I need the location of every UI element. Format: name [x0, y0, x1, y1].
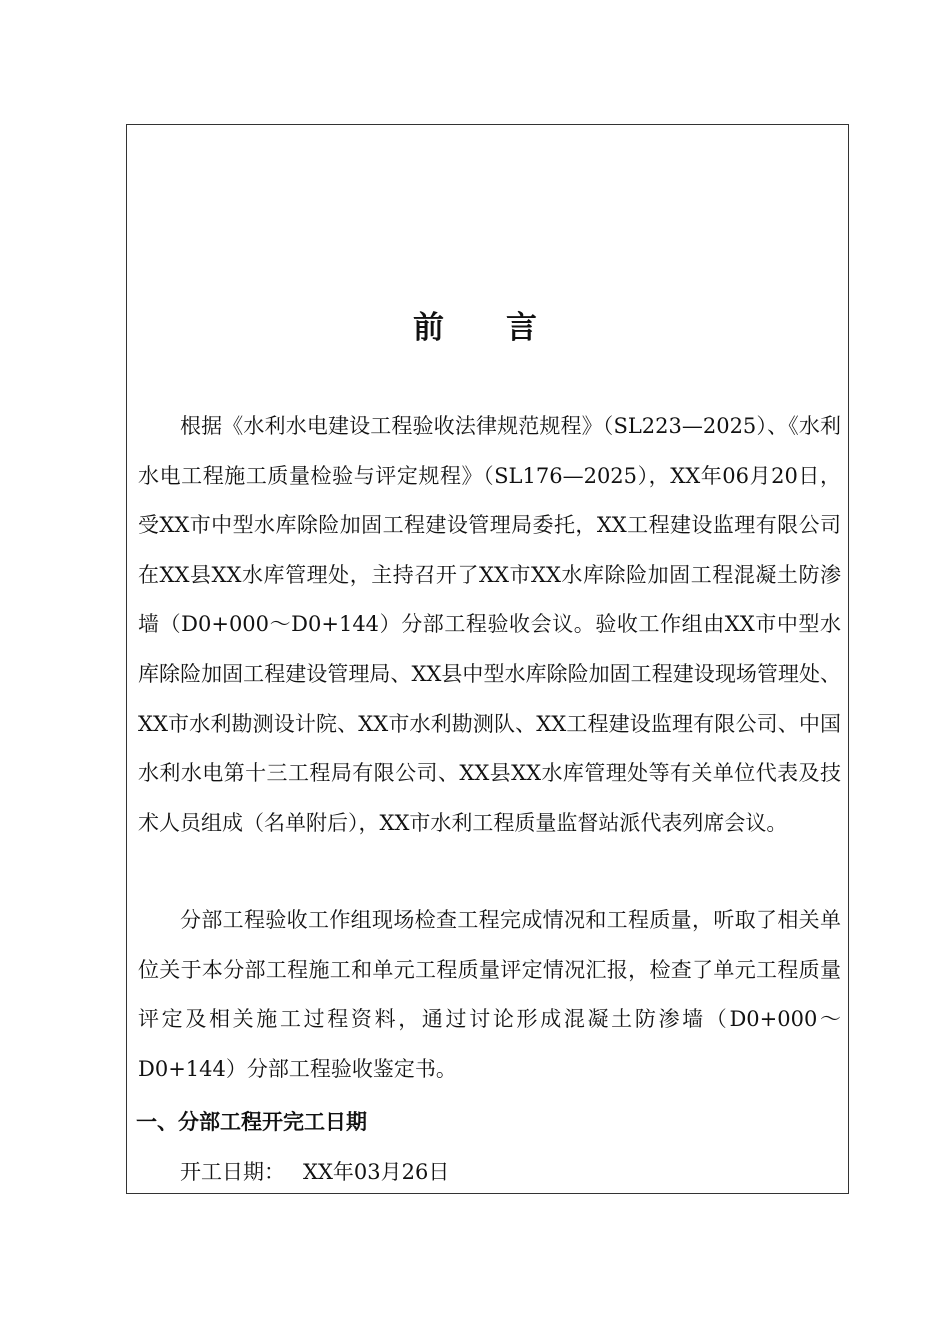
start-date-line: [180, 1150, 449, 1194]
preface-paragraph-1: 根据《水利水电建设工程验收法律规范规程》（SL223—2025）、《水利水电工程施工质量检验与评定规程》（SL176—2025），XX年06月20日，受XX市中型水库除险加固工程建设管理局委托，XX工程建设监理有限公司在XX县XX水库管理处，主持召开了XX市XX水库除险加固工程混凝土防渗墙（D0+000～D0+144）分部工程验收会议。验收工作组由XX市中型水库除险加固工程建设管理局、XX县中型水库除险加固工程建设现场管理处、XX市水利勘测设计院、XX市水利勘测队、XX工程建设监理有限公司、中国水利水电第十三工程局有限公司、XX县XX水库管理处等有关单位代表及技术人员组成（名单附后），XX市水利工程质量监督站派代表列席会议。: [138, 414, 841, 835]
section-heading-start-end-dates: 一、分部工程开完工日期: [136, 1109, 367, 1134]
start-date-value: XX年03月26日: [303, 1160, 450, 1184]
preface-title: [0, 306, 950, 350]
start-date-label: 开工日期：: [180, 1160, 285, 1184]
preface-title-char-1: 前: [413, 310, 444, 346]
preface-title-char-2: 言: [506, 310, 537, 346]
preface-paragraph-2: 分部工程验收工作组现场检查工程完成情况和工程质量，听取了相关单位关于本分部工程施工和单元工程质量评定情况汇报，检查了单元工程质量评定及相关施工过程资料，通过讨论形成混凝土防渗墙（D0+000～D0+144）分部工程验收鉴定书。: [138, 908, 841, 1081]
